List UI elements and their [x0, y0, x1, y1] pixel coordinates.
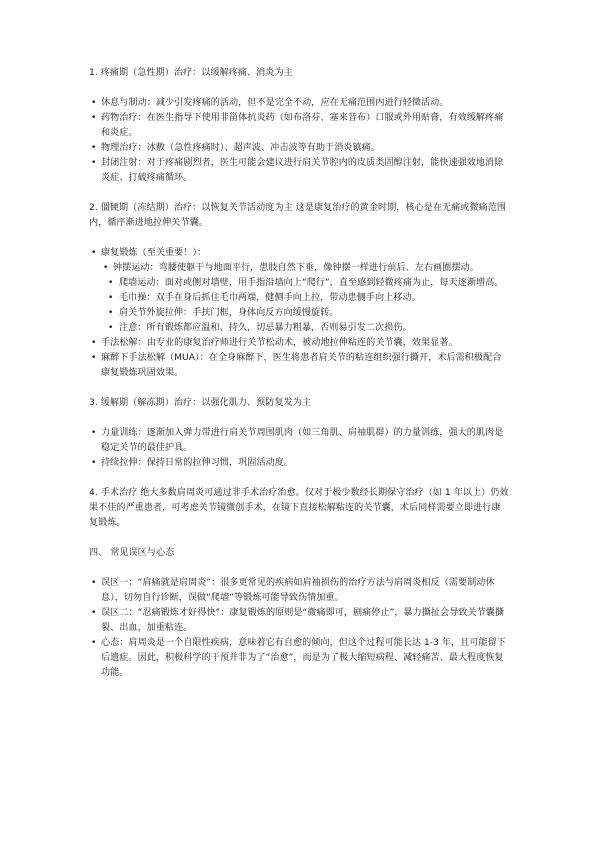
section-3-heading: 3. 缓解期（解冻期）治疗：以强化肌力、预防复发为主 [89, 398, 312, 408]
list-item: • 误区一：“肩痛就是肩周炎”：很多更常见的疾病如肩袖损伤的治疗方法与肩周炎相反（需要制动休息），切勿自行诊断，误做“爬墙”等锻炼可能导致伤情加重。 [89, 576, 509, 606]
section-2-heading: 2. 僵硬期（冻结期）治疗：以恢复关节活动度为主 这是康复治疗的黄金时期，核心是在无痛或微痛范围内，循序渐进地拉伸关节囊。 [89, 203, 506, 228]
list-item: • 麻醉下手法松解（MUA）：在全身麻醉下，医生将患者肩关节的粘连组织强行撕开，术后需积极配合康复锻炼巩固效果。 [89, 351, 509, 381]
sub-list-item: • 爬墙运动：面对或侧对墙壁，用手指沿墙向上“爬行”，直至感到轻微疼痛为止，每天逐渐增高。 [89, 276, 509, 291]
sub-list-item: • 肩关节外旋拉伸：手扶门框，身体向反方向缓慢旋转。 [89, 306, 509, 321]
list-item: • 封闭注射：对于疼痛剧烈者，医生可能会建议进行肩关节腔内的皮质类固醇注射，能快速强效地消除炎症、打破疼痛循环。 [89, 156, 509, 186]
list-item: • 心态：肩周炎是一个自限性疾病，意味着它有自愈的倾向，但这个过程可能长达 1-3 年，且可能留下后遗症。因此，积极科学的干预并非为了“治愈”，而是为了极大缩短病程、减轻痛苦、最大程度恢复功能。 [89, 636, 509, 681]
document-body [89, 66, 509, 681]
list-item: • 休息与制动：减少引发疼痛的活动，但不是完全不动，应在无痛范围内进行轻微活动。 [89, 96, 509, 111]
list-item: • 力量训练：逐渐加入弹力带进行肩关节周围肌肉（如三角肌、肩袖肌群）的力量训练，强大的肌肉是稳定关节的最佳护具。 [89, 426, 509, 456]
list-item: • 药物治疗：在医生指导下使用非甾体抗炎药（如布洛芬、塞来昔布）口服或外用贴膏，有效缓解疼痛和炎症。 [89, 111, 509, 141]
sub-list-item: • 钟摆运动：弯腰使躯干与地面平行，患肢自然下垂，像钟摆一样进行前后、左右画圈摆动。 [89, 261, 509, 276]
list-item: • 持续拉伸：保持日常的拉伸习惯，巩固活动度。 [89, 456, 509, 471]
list-item: • 手法松解：由专业的康复治疗师进行关节松动术，被动地拉伸粘连的关节囊，效果显著。 [89, 336, 509, 351]
list-item: • 误区二：“忍痛锻炼才好得快”：康复锻炼的原则是“微痛即可，剧痛停止”，暴力撕扯会导致关节囊撕裂、出血，加重粘连。 [89, 606, 509, 636]
list-item: • 康复锻炼（至关重要！）： [89, 246, 509, 261]
section-5-heading: 四、 常见误区与心态 [89, 548, 175, 558]
section-1-heading: 1. 疼痛期（急性期）治疗：以缓解疼痛、消炎为主 [89, 68, 293, 78]
sub-list-item: • 注意：所有锻炼都应温和、持久，切忌暴力粗暴，否则易引发二次损伤。 [89, 321, 509, 336]
list-item: • 物理治疗：冰敷（急性疼痛时）、超声波、冲击波等有助于消炎镇痛。 [89, 141, 509, 156]
section-4-paragraph: 4. 手术治疗 绝大多数肩周炎可通过非手术治疗治愈。仅对于极少数经长期保守治疗（如 1 年以上）仍效果不佳的严重患者，可考虑关节镜微创手术，在镜下直接松解粘连的关节囊，术后同样需要立即进行康复锻炼。 [89, 488, 509, 528]
sub-list-item: • 毛巾操：双手在身后抓住毛巾两端，健侧手向上拉，带动患侧手向上移动。 [89, 291, 509, 306]
